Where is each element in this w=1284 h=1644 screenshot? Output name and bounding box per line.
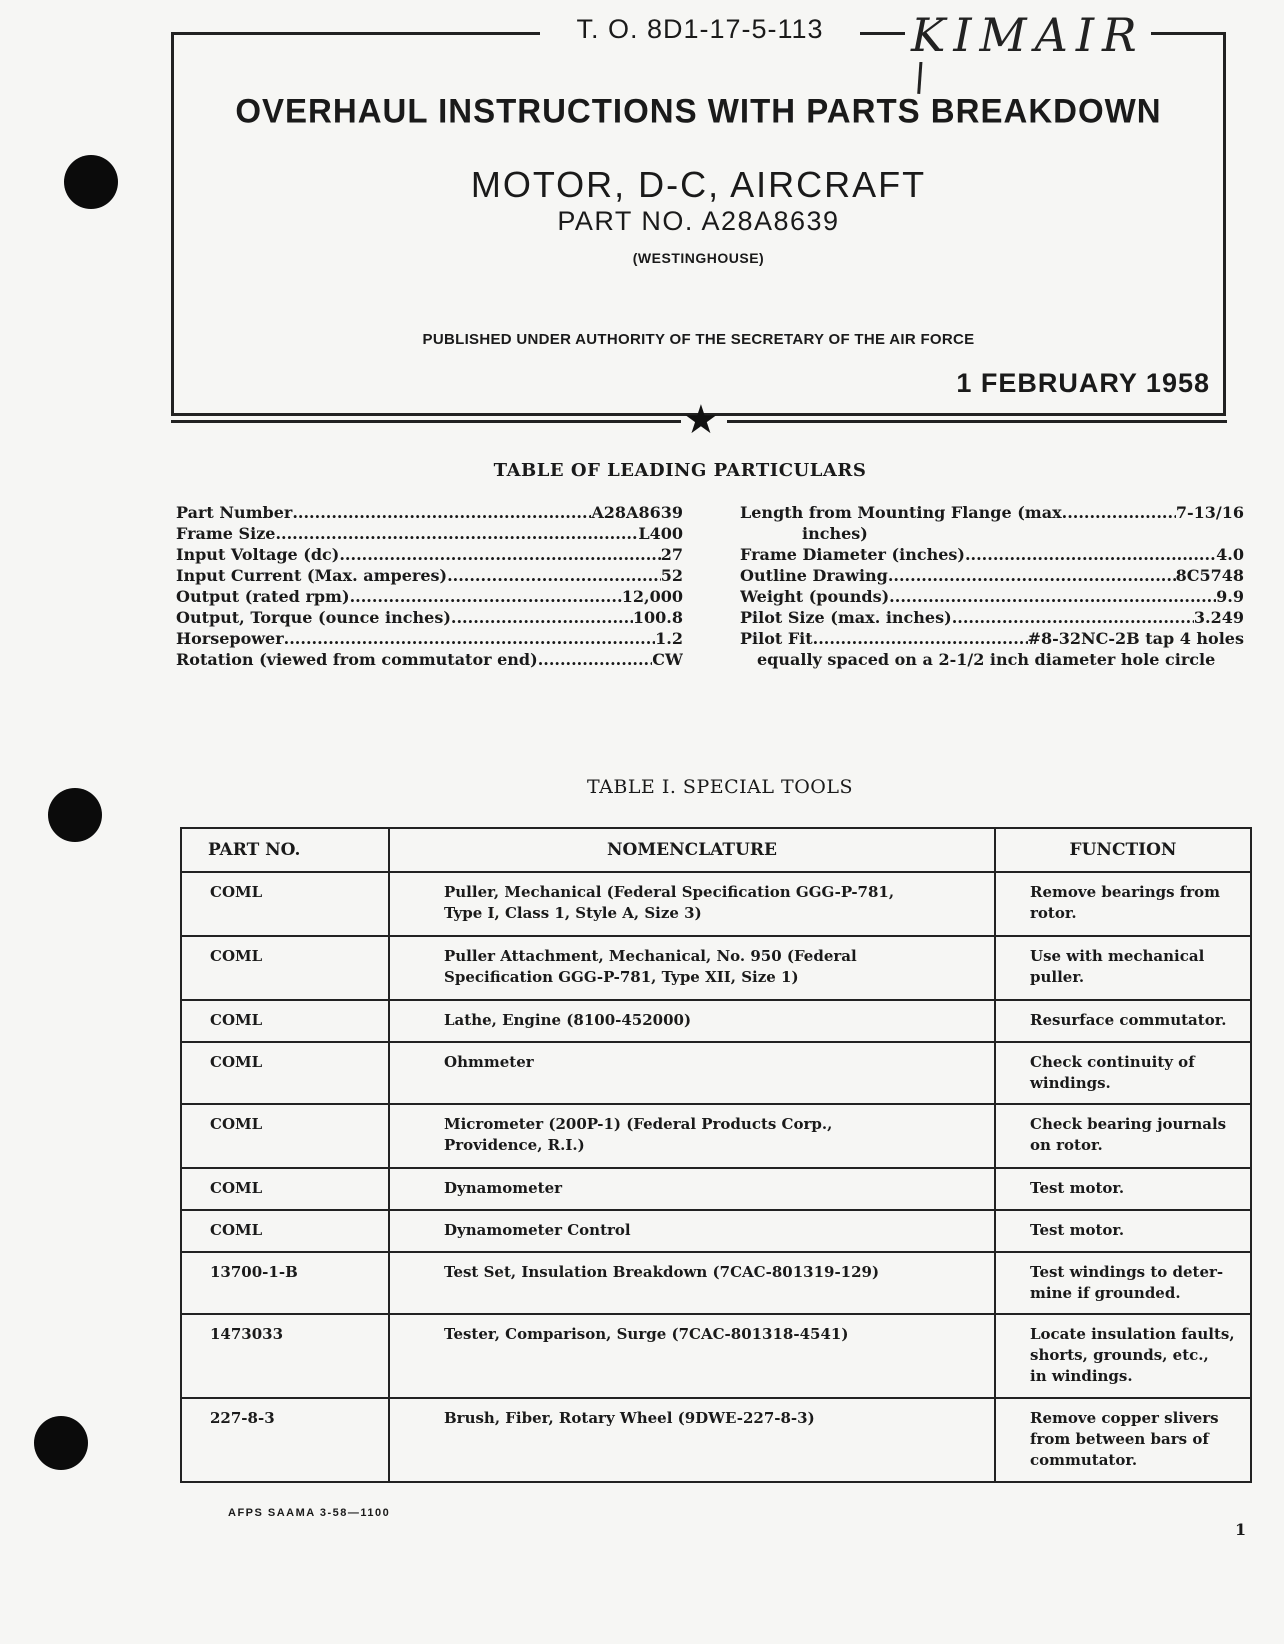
particular-row: Pilot Size (max. inches) ..... 3.249 [740,607,1244,628]
table-row [181,1168,1251,1210]
particular-row: Frame Size ..... L400 [176,523,683,544]
function-cell: Remove bearings from rotor. [995,872,1251,936]
function-cell: Test motor. [995,1168,1251,1210]
function-cell: Locate insulation faults, shorts, grounds, etc., in windings. [995,1314,1251,1398]
table-row [181,1314,1251,1398]
table-row [181,1398,1251,1482]
divider-right [727,420,1227,423]
star-icon: ★ [683,397,719,443]
table-header-row [181,828,1251,872]
nomenclature-cell: Ohmmeter [389,1042,995,1104]
document-title: OVERHAUL INSTRUCTIONS WITH PARTS BREAKDOWN [235,91,1162,130]
nomenclature-cell: Lathe, Engine (8100-452000) [389,1000,995,1042]
table-row [181,1104,1251,1168]
divider-left [171,420,681,423]
function-cell: Use with mechanical puller. [995,936,1251,1000]
page-number: 1 [1235,1520,1247,1539]
function-cell: Check continuity of windings. [995,1042,1251,1104]
particular-row-pilot-fit-continued: equally spaced on a 2-1/2 inch diameter hole circle [757,650,1216,669]
binder-hole-bottom [34,1416,88,1470]
leading-particulars-right [740,502,1244,670]
nomenclature-cell: Puller Attachment, Mechanical, No. 950 (Federal Specification GGG-P-781, Type XII, Size 1) [389,936,995,1000]
particular-row-pilot-fit: Pilot Fit ..... #8-32NC-2B tap 4 holes [740,628,1244,649]
particular-row: Outline Drawing ..... 8C5748 [740,565,1244,586]
part-no-cell: COML [181,1042,389,1104]
table-row [181,936,1251,1000]
special-tools-title: TABLE I. SPECIAL TOOLS [587,776,853,798]
particular-row: Input Current (Max. amperes) ..... 52 [176,565,683,586]
part-no-cell: COML [181,936,389,1000]
print-code: AFPS SAAMA 3-58—1100 [228,1507,391,1519]
function-cell: Resurface commutator. [995,1000,1251,1042]
particular-row: Weight (pounds) ..... 9.9 [740,586,1244,607]
part-no-cell: COML [181,872,389,936]
part-no-cell: 13700-1-B [181,1252,389,1314]
particular-row: Rotation (viewed from commutator end) ..... CW [176,649,683,670]
nomenclature-cell: Test Set, Insulation Breakdown (7CAC-801319-129) [389,1252,995,1314]
part-no-cell: COML [181,1104,389,1168]
table-row [181,1042,1251,1104]
nomenclature-cell: Micrometer (200P-1) (Federal Products Corp., Providence, R.I.) [389,1104,995,1168]
part-no-cell: COML [181,1210,389,1252]
particular-row: Output (rated rpm) ..... 12,000 [176,586,683,607]
function-cell: Test windings to deter- mine if grounded. [995,1252,1251,1314]
function-cell: Check bearing journals on rotor. [995,1104,1251,1168]
publication-date: 1 FEBRUARY 1958 [956,368,1210,398]
table-row [181,1000,1251,1042]
part-no-cell: COML [181,1168,389,1210]
part-number-heading: PART NO. A28A8639 [557,206,840,236]
nomenclature-cell: Dynamometer [389,1168,995,1210]
table-row [181,1210,1251,1252]
particular-row-length: Length from Mounting Flange (max. ..... 7-13/16 [740,502,1244,523]
particular-row: Horsepower ..... 1.2 [176,628,683,649]
document-subject: MOTOR, D-C, AIRCRAFT [470,164,927,205]
table-row [181,1252,1251,1314]
nomenclature-cell: Puller, Mechanical (Federal Specification GGG-P-781, Type I, Class 1, Style A, Size 3) [389,872,995,936]
column-header-part-no: PART NO. [181,828,389,872]
binder-hole-middle [48,788,102,842]
leading-particulars-left [176,502,683,670]
part-no-cell: COML [181,1000,389,1042]
publication-authority: PUBLISHED UNDER AUTHORITY OF THE SECRETARY OF THE AIR FORCE [422,331,975,348]
special-tools-table [180,827,1252,1483]
particular-row: Input Voltage (dc) ..... 27 [176,544,683,565]
handwritten-signature: KIMAIR [905,8,1151,62]
function-cell: Remove copper slivers from between bars of commutator. [995,1398,1251,1482]
nomenclature-cell: Dynamometer Control [389,1210,995,1252]
column-header-function: FUNCTION [995,828,1251,872]
technical-order-number: T. O. 8D1-17-5-113 [540,14,860,45]
column-header-nomenclature: NOMENCLATURE [389,828,995,872]
table-row [181,872,1251,936]
function-cell: Test motor. [995,1210,1251,1252]
binder-hole-top [64,155,118,209]
part-no-cell: 1473033 [181,1314,389,1398]
particular-row: Output, Torque (ounce inches) ..... 100.8 [176,607,683,628]
particular-row-length-continued: inches) [802,524,868,543]
part-no-cell: 227-8-3 [181,1398,389,1482]
particular-row: Part Number ..... A28A8639 [176,502,683,523]
manufacturer: (WESTINGHOUSE) [632,250,765,266]
nomenclature-cell: Brush, Fiber, Rotary Wheel (9DWE-227-8-3) [389,1398,995,1482]
leading-particulars-title: TABLE OF LEADING PARTICULARS [493,460,867,481]
nomenclature-cell: Tester, Comparison, Surge (7CAC-801318-4541) [389,1314,995,1398]
particular-row: Frame Diameter (inches) ..... 4.0 [740,544,1244,565]
